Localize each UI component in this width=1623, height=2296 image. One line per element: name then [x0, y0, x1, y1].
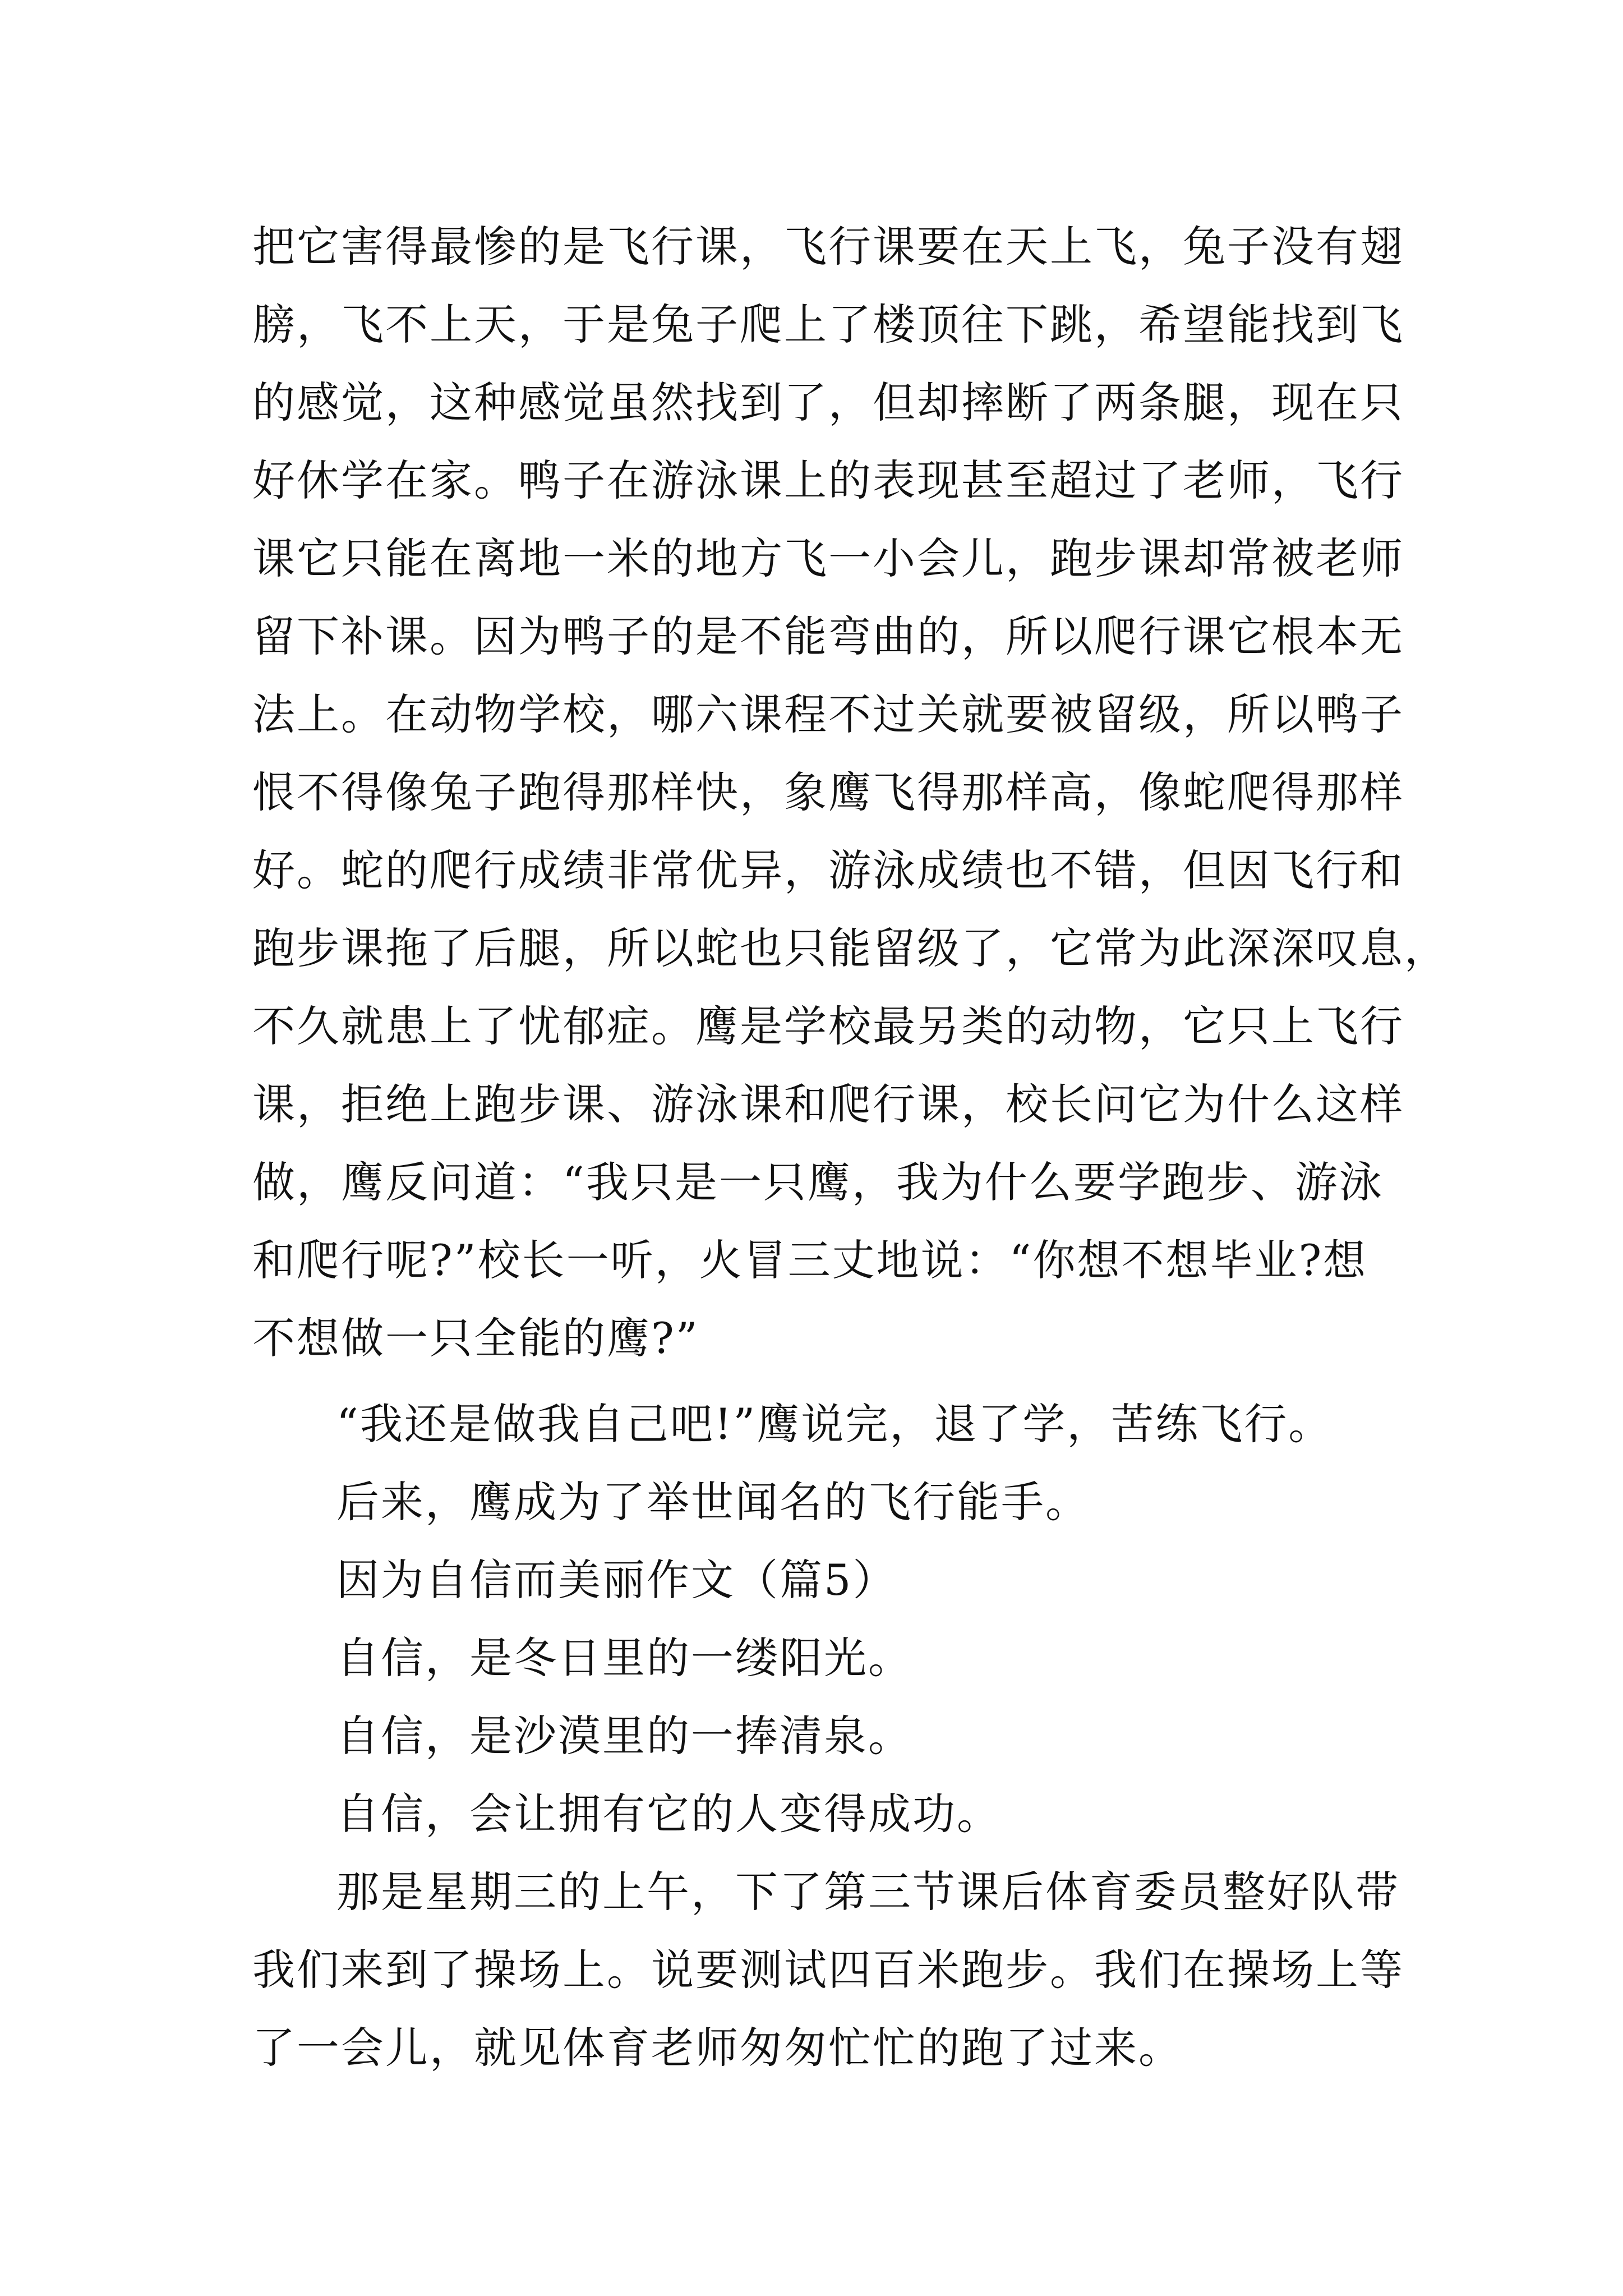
text-line: 膀，飞不上天，于是兔子爬上了楼顶往下跳，希望能找到飞	[252, 300, 1404, 349]
text-line: 课，拒绝上跑步课、游泳课和爬行课，校长问它为什么这样	[252, 1079, 1404, 1129]
short-paragraphs	[252, 1385, 1385, 1853]
text-line: 自信，是沙漠里的一捧清泉。	[336, 1711, 912, 1761]
text-line: 跑步课拖了后腿，所以蛇也只能留级了，它常为此深深叹息，	[252, 923, 1449, 973]
text-line: 的感觉，这种感觉虽然找到了，但却摔断了两条腿，现在只	[252, 378, 1404, 427]
text-line: 把它害得最惨的是飞行课，飞行课要在天上飞，兔子没有翅	[252, 222, 1404, 272]
text-line: 我们来到了操场上。说要测试四百米跑步。我们在操场上等	[252, 1945, 1404, 1995]
text-line: 恨不得像兔子跑得那样快，象鹰飞得那样高，像蛇爬得那样	[252, 767, 1404, 817]
text-line: 法上。在动物学校，哪六课程不过关就要被留级，所以鸭子	[252, 689, 1404, 739]
document-body	[252, 208, 1449, 2087]
text-line: 自信，是冬日里的一缕阳光。	[336, 1633, 912, 1683]
paragraph-2	[252, 1853, 1404, 2087]
text-line: 留下补课。因为鸭子的是不能弯曲的，所以爬行课它根本无	[252, 611, 1404, 661]
paragraph-1	[252, 208, 1449, 1377]
text-line: 做，鹰反问道：“我只是一只鹰，我为什么要学跑步、游泳	[252, 1157, 1384, 1207]
text-line: 课它只能在离地一米的地方飞一小会儿，跑步课却常被老师	[252, 533, 1404, 583]
text-line: 自信，会让拥有它的人变得成功。	[336, 1789, 1001, 1839]
text-line: 那是星期三的上午，下了第三节课后体育委员整好队带	[336, 1867, 1400, 1917]
text-line: 后来，鹰成为了举世闻名的飞行能手。	[336, 1477, 1090, 1527]
spacer	[252, 1377, 1385, 1385]
text-line: 好休学在家。鸭子在游泳课上的表现甚至超过了老师，飞行	[252, 455, 1404, 505]
text-line: 不久就患上了忧郁症。鹰是学校最另类的动物，它只上飞行	[252, 1001, 1404, 1051]
text-line: 不想做一只全能的鹰?”	[252, 1313, 699, 1363]
text-line: 了一会儿，就见体育老师匆匆忙忙的跑了过来。	[252, 2023, 1183, 2073]
text-line: 和爬行呢?”校长一听，火冒三丈地说：“你想不想毕业?想	[252, 1235, 1368, 1285]
essay-title: 因为自信而美丽作文（篇5）	[336, 1555, 897, 1605]
text-line: 好。蛇的爬行成绩非常优异，游泳成绩也不错，但因飞行和	[252, 845, 1404, 895]
dialogue-line: “我还是做我自己吧!”鹰说完，退了学，苦练飞行。	[336, 1399, 1333, 1449]
